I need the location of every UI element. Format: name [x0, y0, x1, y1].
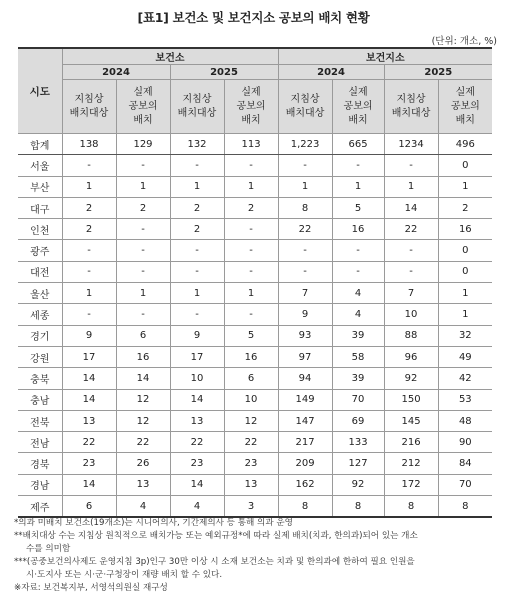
value-cell: -	[116, 304, 170, 325]
value-cell: -	[332, 240, 384, 261]
value-cell: 26	[116, 453, 170, 474]
region-cell: 충북	[18, 368, 62, 389]
value-cell: 58	[332, 346, 384, 367]
value-cell: 1	[438, 304, 492, 325]
table-row	[18, 261, 492, 282]
value-cell: -	[116, 219, 170, 240]
value-cell: 2	[438, 197, 492, 218]
value-cell: 8	[278, 496, 332, 518]
header-sub	[384, 80, 438, 134]
value-cell: -	[384, 155, 438, 176]
value-cell: 2	[116, 197, 170, 218]
value-cell: 16	[116, 346, 170, 367]
value-cell: 84	[438, 453, 492, 474]
value-cell: 13	[170, 410, 224, 431]
value-cell: -	[62, 261, 116, 282]
value-cell: 4	[116, 496, 170, 518]
value-cell: 23	[224, 453, 278, 474]
value-cell: 8	[438, 496, 492, 518]
value-cell: 13	[224, 474, 278, 495]
value-cell: -	[170, 261, 224, 282]
value-cell: 17	[170, 346, 224, 367]
value-cell: -	[170, 304, 224, 325]
footnote: *의과 미배치 보건소(19개소)는 시니어의사, 기간제의사 등 통해 의과 운영	[14, 518, 293, 528]
footnotes	[14, 517, 498, 595]
table-row	[18, 283, 492, 304]
value-cell: 48	[438, 410, 492, 431]
header-sub-line: 지침상	[396, 93, 426, 105]
value-cell: 1	[278, 176, 332, 197]
region-cell: 경북	[18, 453, 62, 474]
header-group-branch: 보건지소	[278, 48, 492, 65]
value-cell: 6	[62, 496, 116, 518]
value-cell: 22	[384, 219, 438, 240]
value-cell: -	[170, 240, 224, 261]
value-cell: 9	[62, 325, 116, 346]
value-cell: 14	[62, 474, 116, 495]
value-cell: 69	[332, 410, 384, 431]
footnote: ***(공중보건의사제도 운영지침 3p)인구 30만 이상 시 소재 보건소는 치과 및 한의과에 한하여 필요 인원을	[14, 557, 415, 567]
value-cell: -	[278, 240, 332, 261]
value-cell: 16	[224, 346, 278, 367]
value-cell: 23	[62, 453, 116, 474]
value-cell: 0	[438, 261, 492, 282]
table-row	[18, 304, 492, 325]
value-cell: 8	[332, 496, 384, 518]
value-cell: 147	[278, 410, 332, 431]
value-cell: 39	[332, 325, 384, 346]
value-cell: 2	[224, 197, 278, 218]
table-row	[18, 325, 492, 346]
value-cell: 22	[62, 432, 116, 453]
region-cell: 대전	[18, 261, 62, 282]
value-cell: -	[116, 155, 170, 176]
value-cell: -	[278, 155, 332, 176]
value-cell: 88	[384, 325, 438, 346]
value-cell: 1	[62, 283, 116, 304]
header-sub-line: 배치대상	[285, 107, 325, 119]
header-sub	[170, 80, 224, 134]
value-cell: 12	[224, 410, 278, 431]
header-sub	[62, 80, 116, 134]
value-cell: 138	[62, 134, 116, 155]
value-cell: 9	[170, 325, 224, 346]
header-sub-line: 실제	[455, 86, 475, 98]
value-cell: 5	[332, 197, 384, 218]
table-row	[18, 219, 492, 240]
value-cell: 1	[332, 176, 384, 197]
value-cell: -	[62, 304, 116, 325]
header-year: 2024	[278, 65, 384, 80]
value-cell: 49	[438, 346, 492, 367]
value-cell: 209	[278, 453, 332, 474]
value-cell: 14	[62, 368, 116, 389]
value-cell: 113	[224, 134, 278, 155]
value-cell: -	[116, 261, 170, 282]
value-cell: 150	[384, 389, 438, 410]
footnote: 수를 의미함	[26, 544, 71, 554]
header-sub-line: 공보의	[236, 100, 266, 112]
header-sub	[278, 80, 332, 134]
value-cell: 1	[170, 176, 224, 197]
value-cell: 1	[116, 176, 170, 197]
value-cell: 5	[224, 325, 278, 346]
value-cell: 4	[332, 283, 384, 304]
header-sub	[332, 80, 384, 134]
region-cell: 부산	[18, 176, 62, 197]
header-year: 2025	[170, 65, 278, 80]
region-cell: 제주	[18, 496, 62, 518]
value-cell: 133	[332, 432, 384, 453]
value-cell: 13	[62, 410, 116, 431]
header-sub-line: 공보의	[343, 100, 373, 112]
region-cell: 세종	[18, 304, 62, 325]
header-sub-line: 배치대상	[69, 107, 109, 119]
value-cell: 212	[384, 453, 438, 474]
value-cell: -	[384, 240, 438, 261]
value-cell: 22	[278, 219, 332, 240]
value-cell: 145	[384, 410, 438, 431]
region-cell: 전북	[18, 410, 62, 431]
value-cell: 4	[170, 496, 224, 518]
value-cell: 0	[438, 155, 492, 176]
header-sub	[438, 80, 492, 134]
total-row	[18, 134, 492, 155]
value-cell: 17	[62, 346, 116, 367]
value-cell: 0	[438, 240, 492, 261]
header-sub-line: 공보의	[450, 100, 480, 112]
value-cell: 22	[170, 432, 224, 453]
value-cell: 16	[438, 219, 492, 240]
value-cell: 14	[384, 197, 438, 218]
table-row	[18, 368, 492, 389]
region-cell: 강원	[18, 346, 62, 367]
region-cell: 합계	[18, 134, 62, 155]
value-cell: 496	[438, 134, 492, 155]
value-cell: 1	[438, 283, 492, 304]
source-note: ※자료: 보건복지부, 서영석의원실 재구성	[14, 583, 168, 593]
value-cell: 2	[62, 197, 116, 218]
value-cell: -	[224, 304, 278, 325]
value-cell: 14	[170, 474, 224, 495]
value-cell: 1	[224, 283, 278, 304]
value-cell: -	[170, 155, 224, 176]
value-cell: 127	[332, 453, 384, 474]
region-cell: 경남	[18, 474, 62, 495]
value-cell: 7	[278, 283, 332, 304]
value-cell: -	[224, 219, 278, 240]
footnote: 시·도지사 또는 시·군·구청장이 재량 배치 할 수 있다.	[26, 570, 223, 580]
table-row	[18, 240, 492, 261]
value-cell: 1	[62, 176, 116, 197]
header-sido: 시도	[18, 48, 62, 134]
header-sub-line: 배치	[133, 114, 153, 126]
value-cell: 14	[62, 389, 116, 410]
header-year: 2024	[62, 65, 170, 80]
footnote: **배치대상 수는 지침상 원칙적으로 배치가능 또는 예외규정*에 따라 실제 배치(치과, 한의과)되어 있는 개소	[14, 531, 418, 541]
header-sub-line: 실제	[241, 86, 261, 98]
value-cell: 1	[224, 176, 278, 197]
value-cell: 1,223	[278, 134, 332, 155]
header-sub-line: 공보의	[128, 100, 158, 112]
value-cell: -	[62, 240, 116, 261]
value-cell: 8	[278, 197, 332, 218]
table-row	[18, 155, 492, 176]
table-row	[18, 389, 492, 410]
value-cell: 22	[116, 432, 170, 453]
header-sub-line: 지침상	[74, 93, 104, 105]
value-cell: -	[384, 261, 438, 282]
value-cell: 2	[62, 219, 116, 240]
value-cell: 172	[384, 474, 438, 495]
region-cell: 경기	[18, 325, 62, 346]
table-row	[18, 453, 492, 474]
value-cell: 16	[332, 219, 384, 240]
value-cell: 92	[332, 474, 384, 495]
value-cell: 10	[170, 368, 224, 389]
region-cell: 전남	[18, 432, 62, 453]
value-cell: 149	[278, 389, 332, 410]
value-cell: 22	[224, 432, 278, 453]
value-cell: 8	[384, 496, 438, 518]
value-cell: -	[224, 261, 278, 282]
value-cell: 90	[438, 432, 492, 453]
value-cell: 14	[170, 389, 224, 410]
value-cell: 4	[332, 304, 384, 325]
value-cell: 14	[116, 368, 170, 389]
value-cell: 9	[278, 304, 332, 325]
value-cell: -	[224, 240, 278, 261]
value-cell: 1	[116, 283, 170, 304]
value-cell: 2	[170, 197, 224, 218]
table-row	[18, 410, 492, 431]
value-cell: 13	[116, 474, 170, 495]
value-cell: 93	[278, 325, 332, 346]
table-row	[18, 346, 492, 367]
value-cell: -	[62, 155, 116, 176]
value-cell: -	[224, 155, 278, 176]
value-cell: 23	[170, 453, 224, 474]
header-sub-line: 지침상	[290, 93, 320, 105]
header-sub-line: 배치	[241, 114, 261, 126]
value-cell: 2	[170, 219, 224, 240]
value-cell: -	[116, 240, 170, 261]
region-cell: 서울	[18, 155, 62, 176]
header-sub-line: 배치대상	[177, 107, 217, 119]
value-cell: 132	[170, 134, 224, 155]
header-sub-line: 배치대상	[391, 107, 431, 119]
value-cell: 96	[384, 346, 438, 367]
value-cell: 6	[116, 325, 170, 346]
header-sub	[116, 80, 170, 134]
value-cell: 1	[438, 176, 492, 197]
value-cell: 7	[384, 283, 438, 304]
value-cell: 97	[278, 346, 332, 367]
region-cell: 울산	[18, 283, 62, 304]
table-row	[18, 496, 492, 518]
header-sub-line: 지침상	[182, 93, 212, 105]
header-sub-line: 실제	[348, 86, 368, 98]
value-cell: 12	[116, 410, 170, 431]
value-cell: 216	[384, 432, 438, 453]
table-row	[18, 197, 492, 218]
table-row	[18, 176, 492, 197]
value-cell: 10	[224, 389, 278, 410]
table-row	[18, 474, 492, 495]
unit-label: (단위: 개소, %)	[431, 36, 497, 47]
value-cell: 39	[332, 368, 384, 389]
value-cell: 92	[384, 368, 438, 389]
value-cell: 53	[438, 389, 492, 410]
value-cell: 1	[384, 176, 438, 197]
value-cell: 10	[384, 304, 438, 325]
value-cell: 129	[116, 134, 170, 155]
region-cell: 충남	[18, 389, 62, 410]
region-cell: 인천	[18, 219, 62, 240]
header-sub-line: 배치	[348, 114, 368, 126]
value-cell: 162	[278, 474, 332, 495]
value-cell: 94	[278, 368, 332, 389]
value-cell: -	[278, 261, 332, 282]
header-year: 2025	[384, 65, 492, 80]
value-cell: 70	[332, 389, 384, 410]
value-cell: 3	[224, 496, 278, 518]
table-title: [표1] 보건소 및 보건지소 공보의 배치 현황	[137, 10, 370, 25]
value-cell: 6	[224, 368, 278, 389]
header-sub-line: 배치	[455, 114, 475, 126]
region-cell: 광주	[18, 240, 62, 261]
value-cell: 217	[278, 432, 332, 453]
value-cell: 70	[438, 474, 492, 495]
value-cell: 665	[332, 134, 384, 155]
placement-table	[18, 47, 492, 518]
value-cell: 1234	[384, 134, 438, 155]
header-sub	[224, 80, 278, 134]
value-cell: 32	[438, 325, 492, 346]
value-cell: -	[332, 261, 384, 282]
header-group-health-center: 보건소	[62, 48, 278, 65]
value-cell: 42	[438, 368, 492, 389]
region-cell: 대구	[18, 197, 62, 218]
header-sub-line: 실제	[133, 86, 153, 98]
value-cell: 1	[170, 283, 224, 304]
value-cell: -	[332, 155, 384, 176]
value-cell: 12	[116, 389, 170, 410]
table-row	[18, 432, 492, 453]
